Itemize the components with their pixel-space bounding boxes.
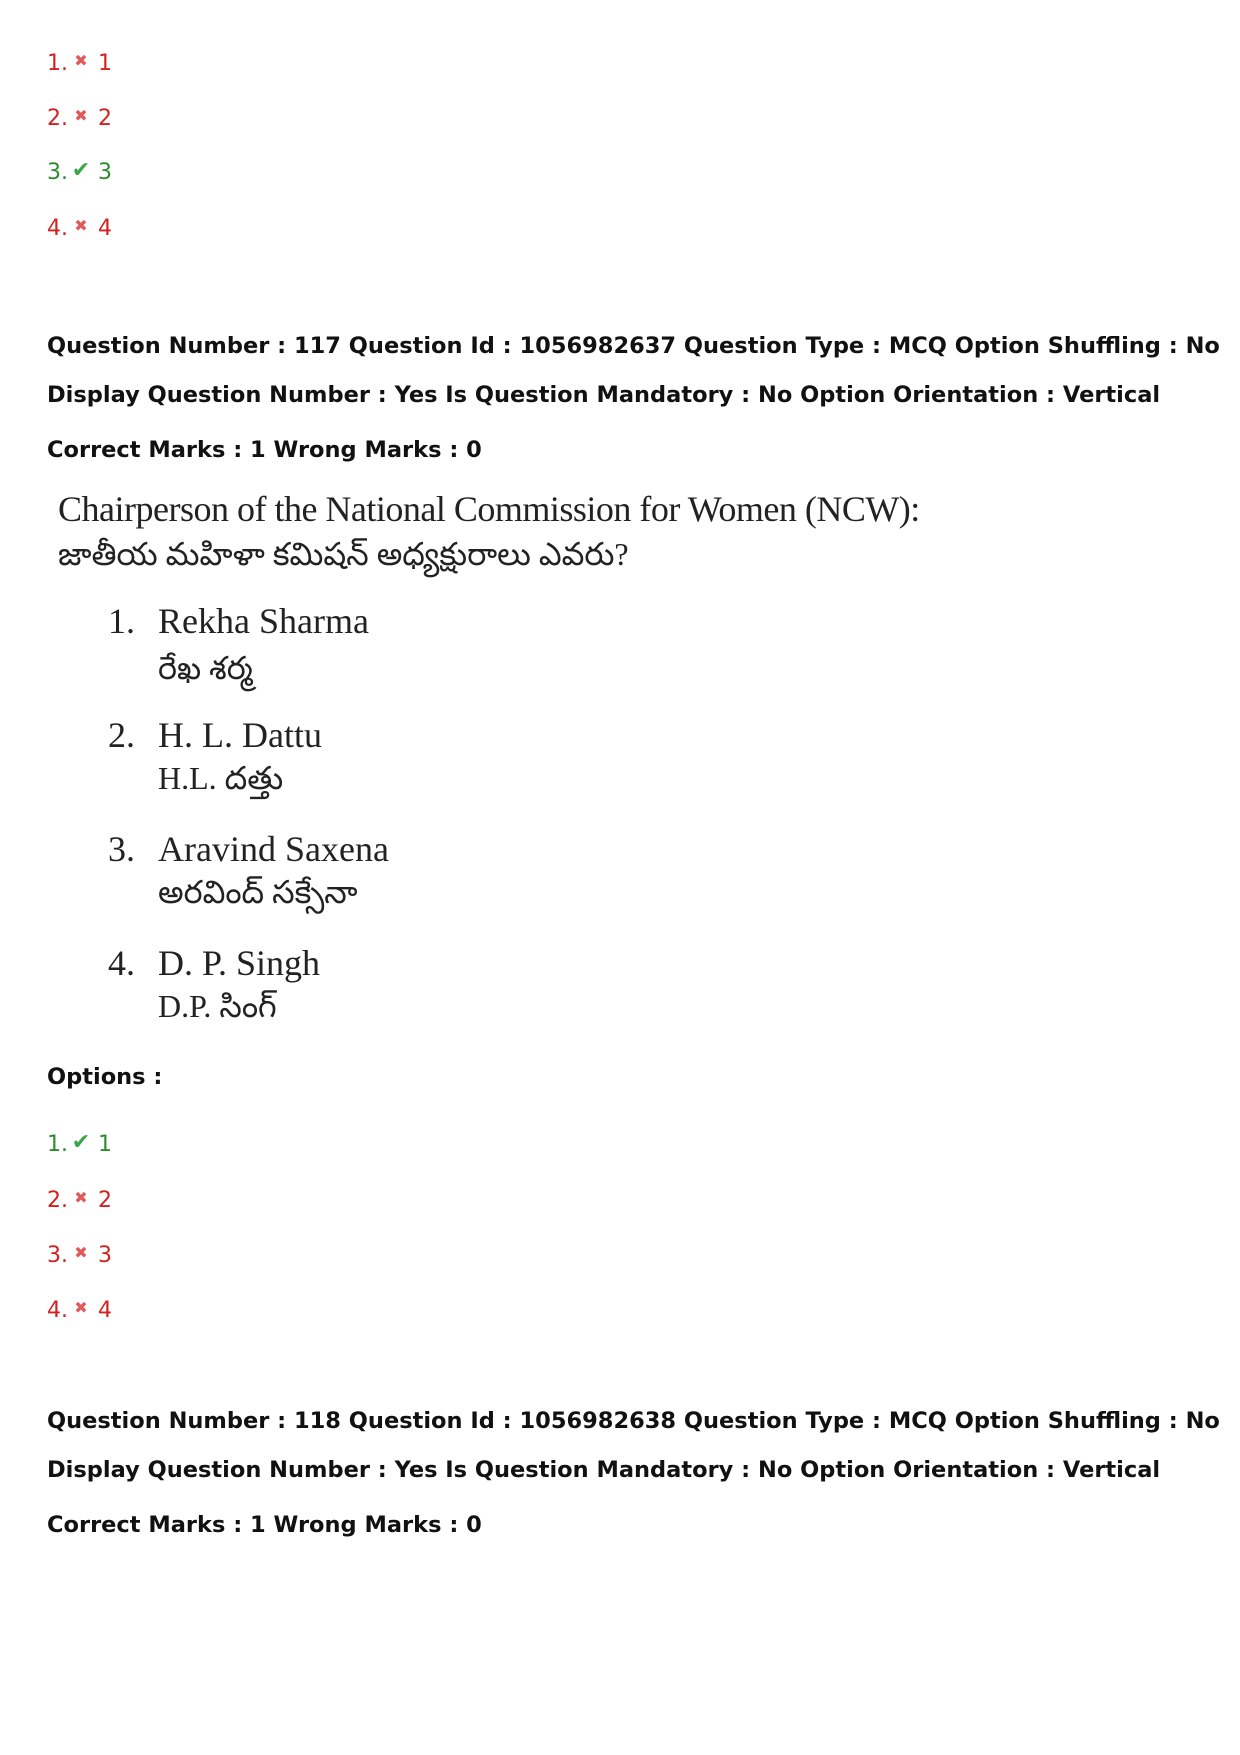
q117-meta-line1: Question Number : 117 Question Id : 1056982637 Question Type : MCQ Option Shuffling : No — [47, 333, 1220, 359]
question-image — [58, 488, 920, 1036]
choice-3 — [108, 828, 389, 870]
option-number: 3. — [47, 1243, 68, 1268]
cross-icon: ✖ — [74, 51, 88, 70]
cross-icon: ✖ — [74, 1243, 88, 1262]
option-number: 2. — [47, 1188, 68, 1213]
q118-meta-line1: Question Number : 118 Question Id : 1056982638 Question Type : MCQ Option Shuffling : No — [47, 1408, 1220, 1434]
choice-3-telugu: అరవింద్ సక్సేనా — [158, 874, 358, 910]
option-label: 2 — [98, 1188, 112, 1213]
option-4 — [47, 1293, 112, 1323]
option-label: 2 — [98, 106, 112, 131]
option-label: 1 — [98, 51, 112, 76]
choice-2 — [108, 714, 322, 756]
choice-2-telugu: H.L. దత్తు — [158, 760, 284, 796]
prev-option-1 — [47, 46, 112, 76]
prev-option-2 — [47, 101, 112, 131]
choice-number: 2. — [108, 715, 135, 755]
option-number: 1. — [47, 1132, 68, 1157]
prev-option-4 — [47, 211, 112, 241]
check-icon: ✔ — [71, 158, 91, 183]
option-number: 4. — [47, 1298, 68, 1323]
cross-icon: ✖ — [74, 106, 88, 125]
cross-icon: ✖ — [74, 1188, 88, 1207]
choice-4 — [108, 942, 320, 984]
choice-1-telugu: రేఖ శర్మ — [158, 650, 253, 686]
prev-option-3 — [47, 156, 112, 186]
choice-english: H. L. Dattu — [158, 715, 322, 755]
choice-4-telugu: D.P. సింగ్ — [158, 988, 277, 1024]
q117-meta-line3: Correct Marks : 1 Wrong Marks : 0 — [47, 437, 482, 463]
option-label: 1 — [98, 1132, 112, 1157]
option-2 — [47, 1183, 112, 1213]
option-label: 4 — [98, 216, 112, 241]
choice-number: 1. — [108, 601, 135, 641]
q118-meta-line3: Correct Marks : 1 Wrong Marks : 0 — [47, 1512, 482, 1538]
question-text-telugu: జాతీయ మహిళా కమిషన్ అధ్యక్షురాలు ఎవరు? — [58, 536, 629, 572]
cross-icon: ✖ — [74, 1298, 88, 1317]
choice-english: D. P. Singh — [158, 943, 321, 983]
option-number: 1. — [47, 51, 68, 76]
question-text-english: Chairperson of the National Commission for Women (NCW): — [58, 489, 920, 529]
option-number: 4. — [47, 216, 68, 241]
option-label: 3 — [98, 1243, 112, 1268]
option-1 — [47, 1128, 112, 1158]
option-number: 2. — [47, 106, 68, 131]
option-label: 3 — [98, 160, 112, 185]
choice-english: Aravind Saxena — [158, 829, 389, 869]
cross-icon: ✖ — [74, 216, 88, 235]
option-3 — [47, 1238, 112, 1268]
option-label: 4 — [98, 1298, 112, 1323]
q117-meta-line2: Display Question Number : Yes Is Question Mandatory : No Option Orientation : Vertical — [47, 382, 1161, 408]
choice-number: 4. — [108, 943, 135, 983]
choice-number: 3. — [108, 829, 135, 869]
options-heading: Options : — [47, 1064, 163, 1090]
choice-1 — [108, 600, 369, 642]
choice-english: Rekha Sharma — [158, 601, 369, 641]
check-icon: ✔ — [71, 1130, 91, 1155]
q118-meta-line2: Display Question Number : Yes Is Question Mandatory : No Option Orientation : Vertical — [47, 1457, 1161, 1483]
option-number: 3. — [47, 160, 68, 185]
